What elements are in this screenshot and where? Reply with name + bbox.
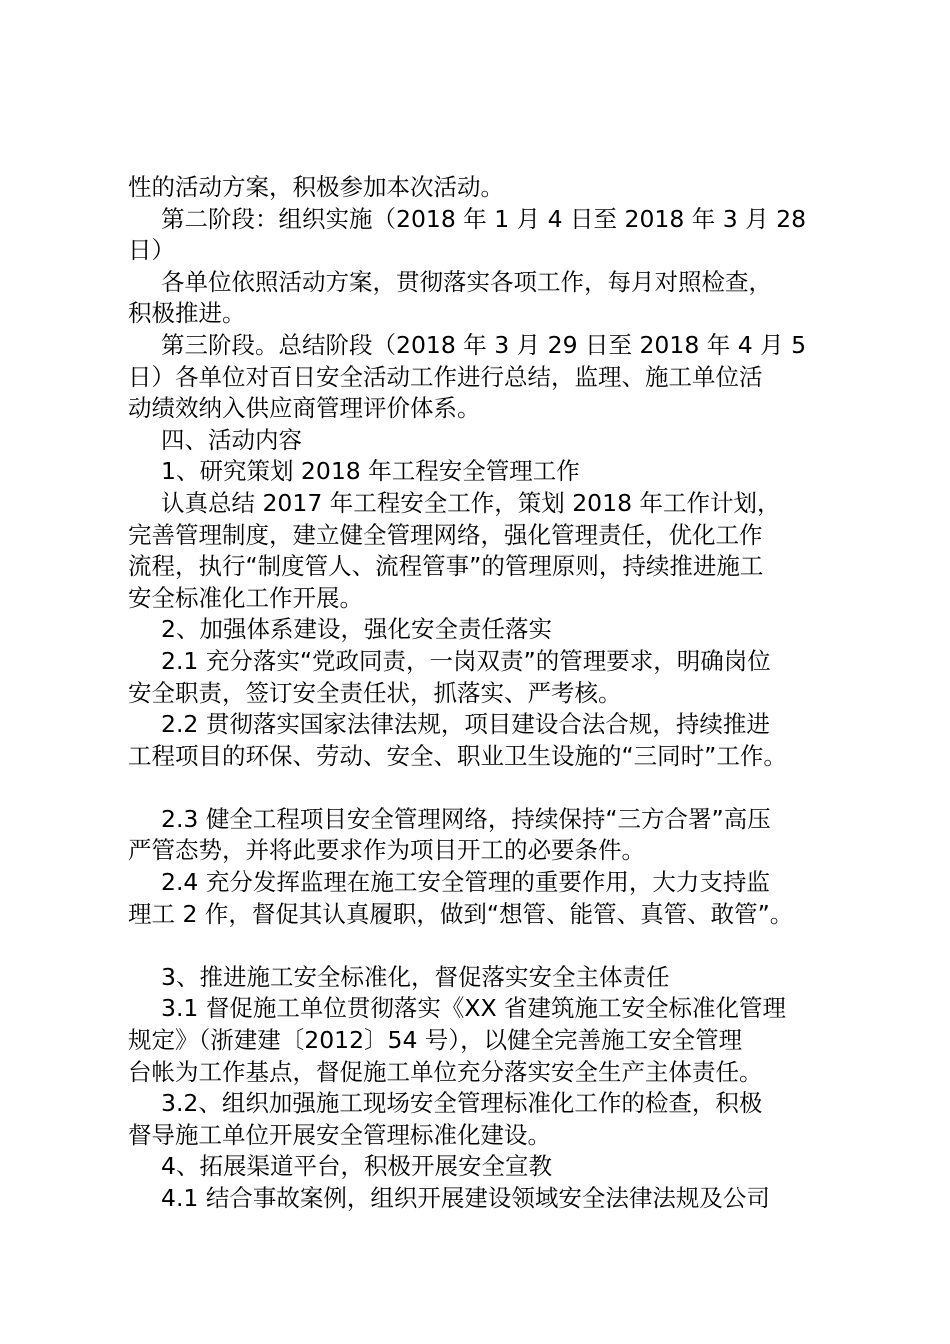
text-line: 督导施工单位开展安全管理标准化建设。 [128,1120,551,1149]
blank-line [128,930,840,962]
text-line: 2.2 贯彻落实国家法律法规，项目建设合法合规，持续推进 [161,710,770,739]
text-line: 2.4 充分发挥监理在施工安全管理的重要作用，大力支持监 [161,868,770,897]
text-line: 3.1 督促施工单位贯彻落实《XX 省建筑施工安全标准化管理 [161,994,787,1023]
text-line: 各单位依照活动方案，贯彻落实各项工作，每月对照检查， [161,267,772,296]
text-line: 完善管理制度，建立健全管理网络，强化管理责任，优化工作 [128,520,763,549]
text-line: 认真总结 2017 年工程安全工作，策划 2018 年工作计划， [161,488,781,517]
text-line: 台帐为工作基点，督促施工单位充分落实安全生产主体责任。 [128,1057,763,1086]
text-line: 流程，执行“制度管人、流程管事”的管理原则，持续推进施工 [128,552,764,581]
document-page [128,172,840,1215]
text-line: 动绩效纳入供应商管理评价体系。 [128,394,481,423]
text-line: 规定》（浙建建〔2012〕54 号），以健全完善施工安全管理 [128,1026,743,1055]
text-line: 安全标准化工作开展。 [128,583,363,612]
text-line: 理工 2 作，督促其认真履职，做到“想管、能管、真管、敢管”。 [128,899,794,928]
text-line: 2.3 健全工程项目安全管理网络，持续保持“三方合署”高压 [161,804,771,833]
text-line: 2、加强体系建设，强化安全责任落实 [161,615,552,644]
text-line: 4、拓展渠道平台，积极开展安全宣教 [161,1152,552,1181]
text-line: 日） [128,236,175,265]
text-line: 日）各单位对百日安全活动工作进行总结，监理、施工单位活 [128,362,763,391]
text-line: 严管态势，并将此要求作为项目开工的必要条件。 [128,836,645,865]
text-line: 积极推进。 [128,299,246,328]
text-line: 第三阶段。总结阶段（2018 年 3 月 29 日至 2018 年 4 月 5 [161,330,807,359]
text-line: 四、活动内容 [161,425,302,454]
text-line: 工程项目的环保、劳动、安全、职业卫生设施的“三同时”工作。 [128,741,787,770]
text-line: 4.1 结合事故案例，组织开展建设领域安全法律法规及公司 [161,1184,770,1212]
text-line: 性的活动方案，积极参加本次活动。 [128,173,504,201]
text-line: 3.2、组织加强施工现场安全管理标准化工作的检查，积极 [161,1089,763,1118]
blank-line [128,772,840,804]
text-line: 2.1 充分落实“党政同责，一岗双责”的管理要求，明确岗位 [161,646,771,675]
text-line: 第二阶段：组织实施（2018 年 1 月 4 日至 2018 年 3 月 28 [161,204,807,233]
text-line: 1、研究策划 2018 年工程安全管理工作 [161,457,580,486]
text-line: 3、推进施工安全标准化，督促落实安全主体责任 [161,962,670,991]
text-line: 安全职责，签订安全责任状，抓落实、严考核。 [128,678,622,707]
